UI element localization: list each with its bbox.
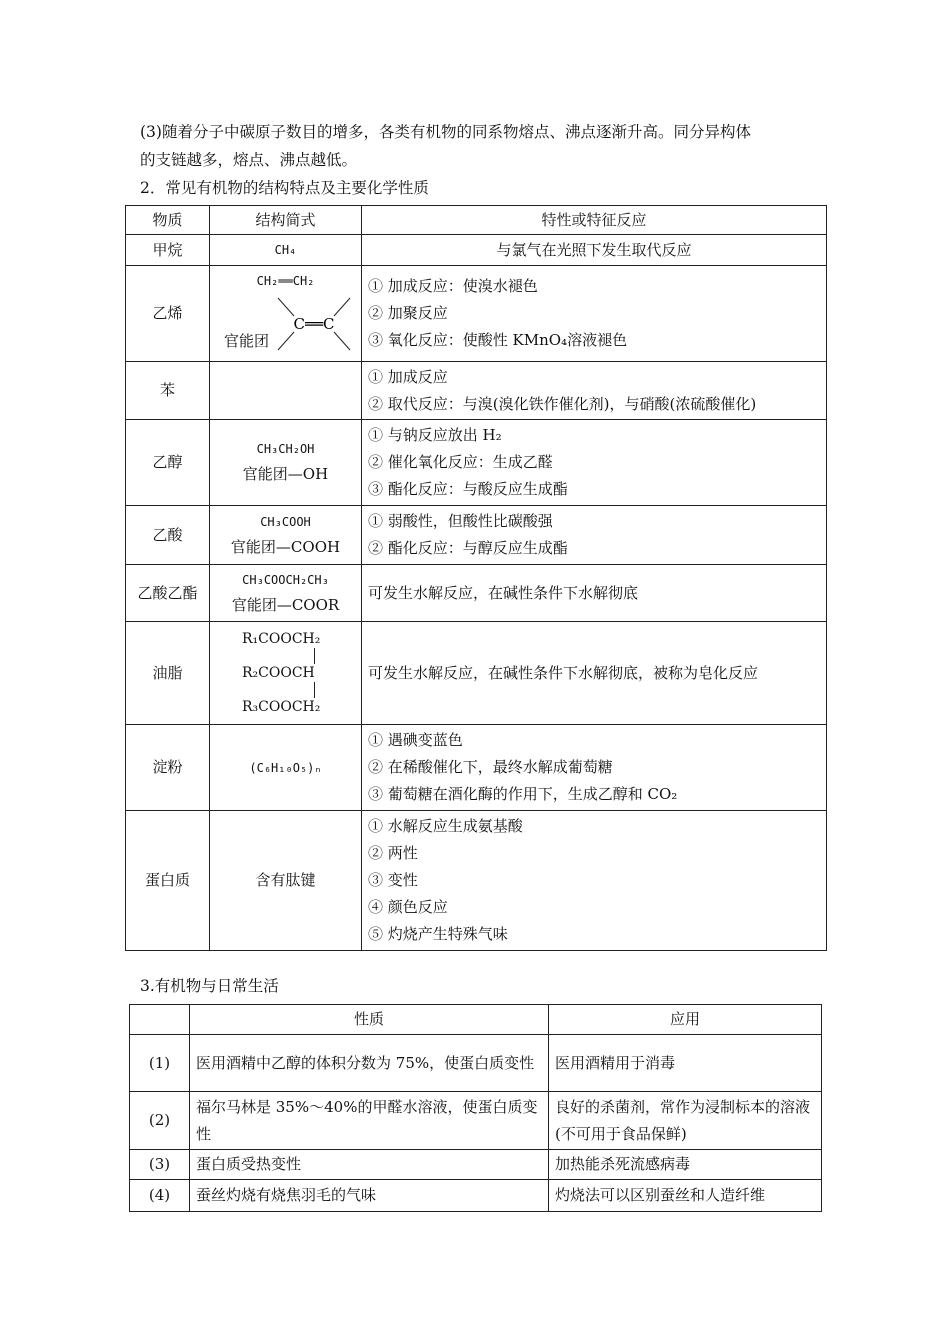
functional-group-text: C══C	[293, 315, 335, 333]
header-number	[130, 1005, 190, 1035]
table-row-fat	[126, 622, 827, 725]
row-number: (1)	[130, 1035, 190, 1092]
reaction-line: ② 取代反应：与溴(溴化铁作催化剂)，与硝酸(浓硫酸催化)	[368, 394, 757, 413]
table-header-row	[130, 1005, 822, 1035]
table-row-ethylene	[126, 266, 827, 362]
structure-formula: 含有肽键	[210, 811, 362, 951]
reaction-line: ① 加成反应	[368, 367, 448, 386]
table-header-row	[126, 206, 827, 235]
table-row-ethyl-acetate	[126, 565, 827, 622]
structure-cell	[210, 506, 362, 565]
structure-cell	[210, 420, 362, 506]
row-application: 医用酒精用于消毒	[549, 1035, 822, 1092]
reaction-cell	[362, 725, 827, 811]
structure-formula: (C₆H₁₀O₅)ₙ	[210, 725, 362, 811]
row-property: 蛋白质受热变性	[190, 1150, 549, 1180]
substance-name: 淀粉	[126, 725, 210, 811]
reaction-line: ① 加成反应：使溴水褪色	[368, 277, 538, 295]
reaction-line: ① 水解反应生成氨基酸	[368, 817, 523, 835]
table-row	[130, 1035, 822, 1092]
fat-formula-line: R₃COOCH₂	[242, 699, 321, 715]
double-bond-diagram	[274, 294, 354, 354]
substance-name: 乙酸乙酯	[126, 565, 210, 622]
header-structure: 结构简式	[210, 206, 362, 235]
section3-title: 3.有机物与日常生活	[140, 977, 279, 995]
functional-group: 官能团—COOH	[230, 537, 341, 556]
table-row-methane	[126, 235, 827, 266]
row-application: 加热能杀死流感病毒	[549, 1150, 822, 1180]
substance-name: 乙烯	[126, 266, 210, 362]
substance-name: 甲烷	[126, 235, 210, 266]
reaction-text: 与氯气在光照下发生取代反应	[362, 235, 827, 266]
reaction-line: ④ 颜色反应	[368, 898, 448, 916]
header-application: 应用	[549, 1005, 822, 1035]
reaction-cell	[362, 811, 827, 951]
row-property: 医用酒精中乙醇的体积分数为 75%，使蛋白质变性	[190, 1035, 549, 1092]
row-number: (4)	[130, 1180, 190, 1212]
reaction-text: 可发生水解反应，在碱性条件下水解彻底	[362, 565, 827, 622]
reaction-line: ⑤ 灼烧产生特殊气味	[368, 925, 508, 943]
section2-title: 2．常见有机物的结构特点及主要化学性质	[140, 179, 429, 197]
fat-formula-line: R₁COOCH₂	[242, 631, 321, 647]
fat-formula-line: R₂COOCH	[242, 665, 315, 681]
table-row	[130, 1092, 822, 1150]
table-row	[130, 1150, 822, 1180]
fat-formula	[242, 622, 361, 724]
reaction-line: ③ 葡萄糖在酒化酶的作用下，生成乙醇和 CO₂	[368, 785, 678, 803]
header-substance: 物质	[126, 206, 210, 235]
structure-formula: CH₃CH₂OH	[256, 442, 315, 456]
structure-formula: CH₄	[210, 235, 362, 266]
reaction-line: ② 在稀酸催化下，最终水解成葡萄糖	[368, 758, 613, 776]
header-reaction: 特性或特征反应	[362, 206, 827, 235]
substance-name: 苯	[126, 362, 210, 420]
row-number: (2)	[130, 1092, 190, 1150]
daily-life-table	[129, 1004, 822, 1212]
reaction-line: ① 遇碘变蓝色	[368, 731, 463, 749]
reaction-line: ① 与钠反应放出 H₂	[368, 426, 502, 444]
row-number: (3)	[130, 1150, 190, 1180]
table-row	[130, 1180, 822, 1212]
structure-cell	[210, 266, 362, 362]
structure-cell	[210, 362, 362, 420]
substance-name: 蛋白质	[126, 811, 210, 951]
reaction-cell	[362, 506, 827, 565]
reaction-line: ① 弱酸性，但酸性比碳酸强	[368, 512, 553, 530]
bond-line	[314, 648, 315, 664]
reaction-line: ② 两性	[368, 844, 418, 862]
intro-line-2: 的支链越多，熔点、沸点越低。	[140, 151, 358, 169]
row-application: 灼烧法可以区别蚕丝和人造纤维	[549, 1180, 822, 1212]
substance-name: 乙醇	[126, 420, 210, 506]
reaction-cell	[362, 362, 827, 420]
functional-group: 官能团—COOR	[231, 595, 340, 614]
reaction-line: ③ 变性	[368, 871, 418, 889]
table-row-acetic-acid	[126, 506, 827, 565]
table-row-protein	[126, 811, 827, 951]
header-property: 性质	[190, 1005, 549, 1035]
substance-name: 油脂	[126, 622, 210, 725]
reaction-line: ② 催化氧化反应：生成乙醛	[368, 453, 553, 471]
intro-paragraph	[140, 118, 830, 174]
row-property: 福尔马林是 35%～40%的甲醛水溶液，使蛋白质变性	[190, 1092, 549, 1150]
row-application: 良好的杀菌剂，常作为浸制标本的溶液(不可用于食品保鲜)	[549, 1092, 822, 1150]
structure-formula: CH₃COOH	[260, 514, 311, 529]
functional-group-label: 官能团	[224, 332, 270, 350]
substance-name: 乙酸	[126, 506, 210, 565]
organic-compounds-table	[125, 205, 827, 951]
intro-line-1: (3)随着分子中碳原子数目的增多，各类有机物的同系物熔点、沸点逐渐升高。同分异构体	[140, 123, 751, 141]
structure-cell	[210, 565, 362, 622]
structure-formula: CH₂══CH₂	[256, 274, 315, 288]
functional-group: 官能团—OH	[242, 465, 329, 483]
reaction-line: ③ 氧化反应：使酸性 KMnO₄溶液褪色	[368, 331, 628, 349]
structure-cell	[210, 622, 362, 725]
reaction-cell	[362, 420, 827, 506]
table-row-starch	[126, 725, 827, 811]
reaction-text: 可发生水解反应，在碱性条件下水解彻底，被称为皂化反应	[362, 622, 827, 725]
reaction-line: ③ 酯化反应：与酸反应生成酯	[368, 480, 568, 498]
structure-formula: CH₃COOCH₂CH₃	[242, 572, 329, 587]
row-property: 蚕丝灼烧有烧焦羽毛的气味	[190, 1180, 549, 1212]
bond-line	[314, 682, 315, 698]
reaction-line: ② 加聚反应	[368, 304, 448, 322]
reaction-cell	[362, 266, 827, 362]
reaction-line: ② 酯化反应：与醇反应生成酯	[368, 539, 568, 557]
table-row-ethanol	[126, 420, 827, 506]
table-row-benzene	[126, 362, 827, 420]
